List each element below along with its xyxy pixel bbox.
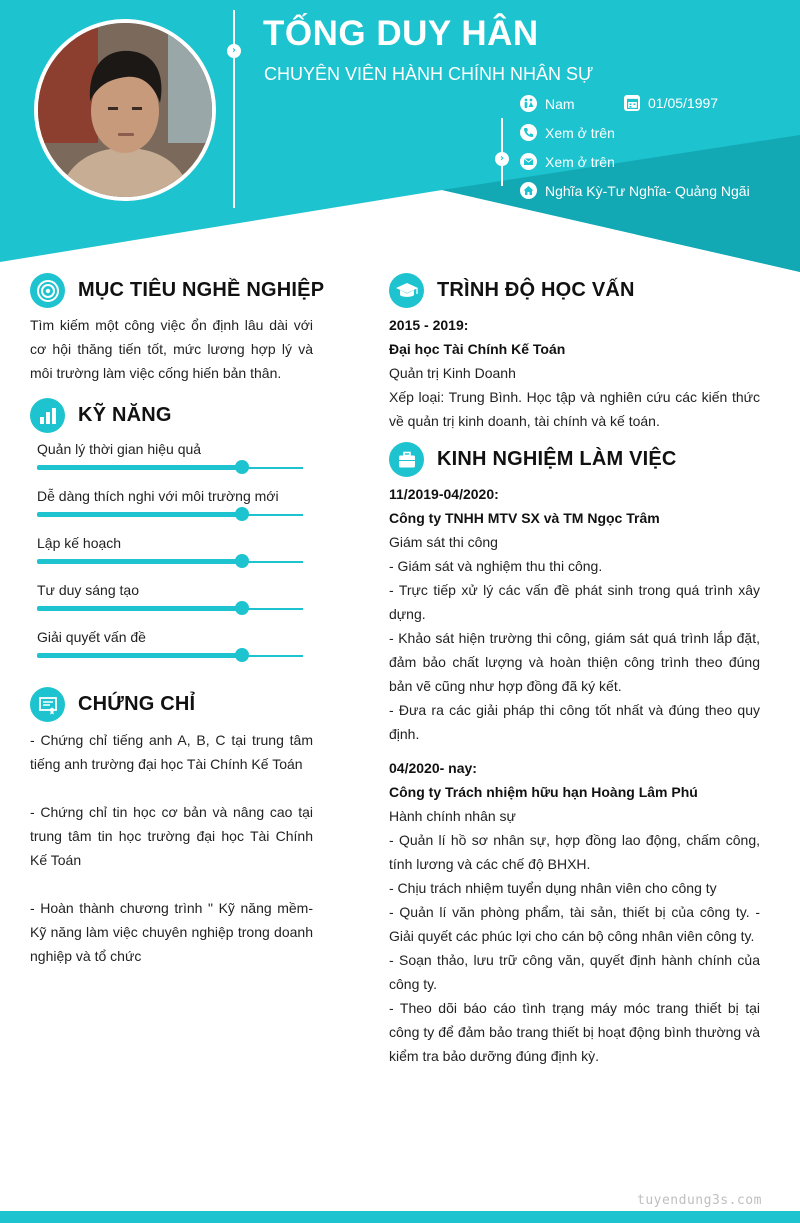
job-duty: - Giám sát và nghiệm thu thi công.: [389, 558, 603, 574]
email-value: Xem ở trên: [545, 153, 615, 170]
job-position: Giám sát thi công: [389, 534, 498, 550]
watermark: tuyendung3s.com: [637, 1193, 762, 1208]
gender-icon: [520, 95, 537, 112]
job-company: Công ty Trách nhiệm hữu hạn Hoàng Lâm Phú: [389, 784, 698, 800]
skill-knob: [235, 507, 249, 521]
skill-item: [37, 582, 303, 598]
gender-value: Nam: [545, 95, 575, 112]
experience-heading: [389, 442, 677, 477]
objective-heading: [30, 273, 324, 308]
job-period: 11/2019-04/2020:: [389, 486, 499, 502]
birthday-info: [624, 95, 718, 111]
job-duty: - Quản lí văn phòng phẩm, tài sản, thiết bị của công ty. - Giải quyết các phúc lợi cho cán bộ công nhân viên công ty.: [389, 904, 760, 944]
job-duty: - Trực tiếp xử lý các vấn đề phát sinh trong quá trình xây dựng.: [389, 582, 760, 622]
skill-fill: [37, 606, 242, 611]
experience-job: [389, 482, 760, 746]
job-duty: - Chịu trách nhiệm tuyển dụng nhân viên cho công ty: [389, 880, 717, 896]
skills-title: KỸ NĂNG: [78, 404, 172, 426]
experience-title: KINH NGHIỆM LÀM VIỆC: [437, 448, 677, 470]
education-school: Đại học Tài Chính Kế Toán: [389, 341, 566, 357]
education-block: [389, 313, 760, 433]
skill-label: Quản lý thời gian hiệu quả: [37, 441, 202, 457]
certificate-item: - Chứng chỉ tin học cơ bản và nâng cao tại trung tâm tin học trường đại học Tài Chính Kế Toán: [30, 804, 313, 868]
certificate-item: - Hoàn thành chương trình " Kỹ năng mềm- Kỹ năng làm việc chuyên nghiệp trong doanh nghiệp và tổ chức: [30, 900, 313, 964]
skill-label: Tư duy sáng tạo: [37, 582, 139, 598]
job-duty: - Quản lí hồ sơ nhân sự, hợp đồng lao động, chấm công, tính lương và các chế độ BHXH.: [389, 832, 760, 872]
email-info: [520, 153, 615, 170]
objective-title: MỤC TIÊU NGHỀ NGHIỆP: [78, 279, 325, 301]
skill-label: Lập kế hoạch: [37, 535, 122, 551]
bar-chart-icon: [30, 398, 65, 433]
skills-heading: [30, 398, 172, 433]
skill-fill: [37, 653, 242, 658]
skill-knob: [235, 554, 249, 568]
job-title: CHUYÊN VIÊN HÀNH CHÍNH NHÂN SỰ: [264, 64, 594, 84]
gender-info: [520, 95, 575, 112]
briefcase-icon: [389, 442, 424, 477]
job-duty: - Đưa ra các giải pháp thi công tốt nhất và đúng theo quy định.: [389, 702, 760, 742]
certificate-icon: [30, 687, 65, 722]
skill-knob: [235, 601, 249, 615]
objective-text: Tìm kiếm một công việc ổn định lâu dài với cơ hội thăng tiến tốt, mức lương hợp lý và môi trường làm việc cống hiến bản thân.: [30, 317, 313, 381]
phone-info: [520, 124, 615, 141]
birthday-value: 01/05/1997: [648, 95, 719, 111]
address-value: Nghĩa Kỳ-Tư Nghĩa- Quảng Ngãi: [545, 182, 750, 199]
job-company: Công ty TNHH MTV SX và TM Ngọc Trâm: [389, 510, 660, 526]
education-title: TRÌNH ĐỘ HỌC VẤN: [437, 279, 635, 301]
certificates-heading: [30, 687, 195, 722]
skill-knob: [235, 460, 249, 474]
education-detail: Xếp loại: Trung Bình. Học tập và nghiên cứu các kiến thức về quản trị kinh doanh, tài chính và kế toán.: [389, 389, 760, 429]
education-major: Quản trị Kinh Doanh: [389, 365, 516, 381]
job-duty: - Khảo sát hiện trường thi công, giám sát quá trình lắp đặt, đảm bảo chất lượng và hoàn thiện công trình theo đúng bản vẽ cũng như hợp đồng đã ký kết.: [389, 630, 760, 694]
skill-label: Dễ dàng thích nghi với môi trường mới: [37, 488, 279, 504]
address-info: [520, 182, 750, 199]
job-period: 04/2020- nay:: [389, 760, 477, 776]
footer-bar: [0, 1211, 800, 1223]
job-duty: - Theo dõi báo cáo tình trạng máy móc trang thiết bị tại công ty để đảm bảo trang thiết bị hoạt động bình thường và kiểm tra bảo dưỡng đúng định kỳ.: [389, 1000, 760, 1064]
target-icon: [30, 273, 65, 308]
calendar-icon: [624, 95, 640, 111]
home-icon: [520, 182, 537, 199]
skill-item: [37, 535, 303, 551]
education-period: 2015 - 2019:: [389, 317, 469, 333]
header-divider-line: [233, 10, 235, 208]
job-position: Hành chính nhân sự: [389, 808, 516, 824]
skill-label: Giải quyết vấn đề: [37, 629, 146, 645]
skill-item: [37, 629, 303, 645]
phone-icon: [520, 124, 537, 141]
skill-knob: [235, 648, 249, 662]
phone-value: Xem ở trên: [545, 124, 615, 141]
skill-item: [37, 488, 303, 504]
skill-fill: [37, 465, 242, 470]
chevron-right-icon: ›: [227, 44, 241, 58]
skill-item: [37, 441, 303, 457]
experience-job: [389, 756, 760, 1068]
profile-photo: [34, 19, 216, 201]
skill-fill: [37, 559, 242, 564]
education-heading: [389, 273, 635, 308]
chevron-right-icon: ›: [495, 152, 509, 166]
email-icon: [520, 153, 537, 170]
skill-fill: [37, 512, 242, 517]
job-duty: - Soạn thảo, lưu trữ công văn, quyết định hành chính của công ty.: [389, 952, 760, 992]
graduation-cap-icon: [389, 273, 424, 308]
candidate-name: TỐNG DUY HÂN: [263, 14, 539, 53]
certificate-item: - Chứng chỉ tiếng anh A, B, C tại trung tâm tiếng anh trường đại học Tài Chính Kế Toán: [30, 732, 313, 772]
certificates-title: CHỨNG CHỈ: [78, 693, 196, 715]
